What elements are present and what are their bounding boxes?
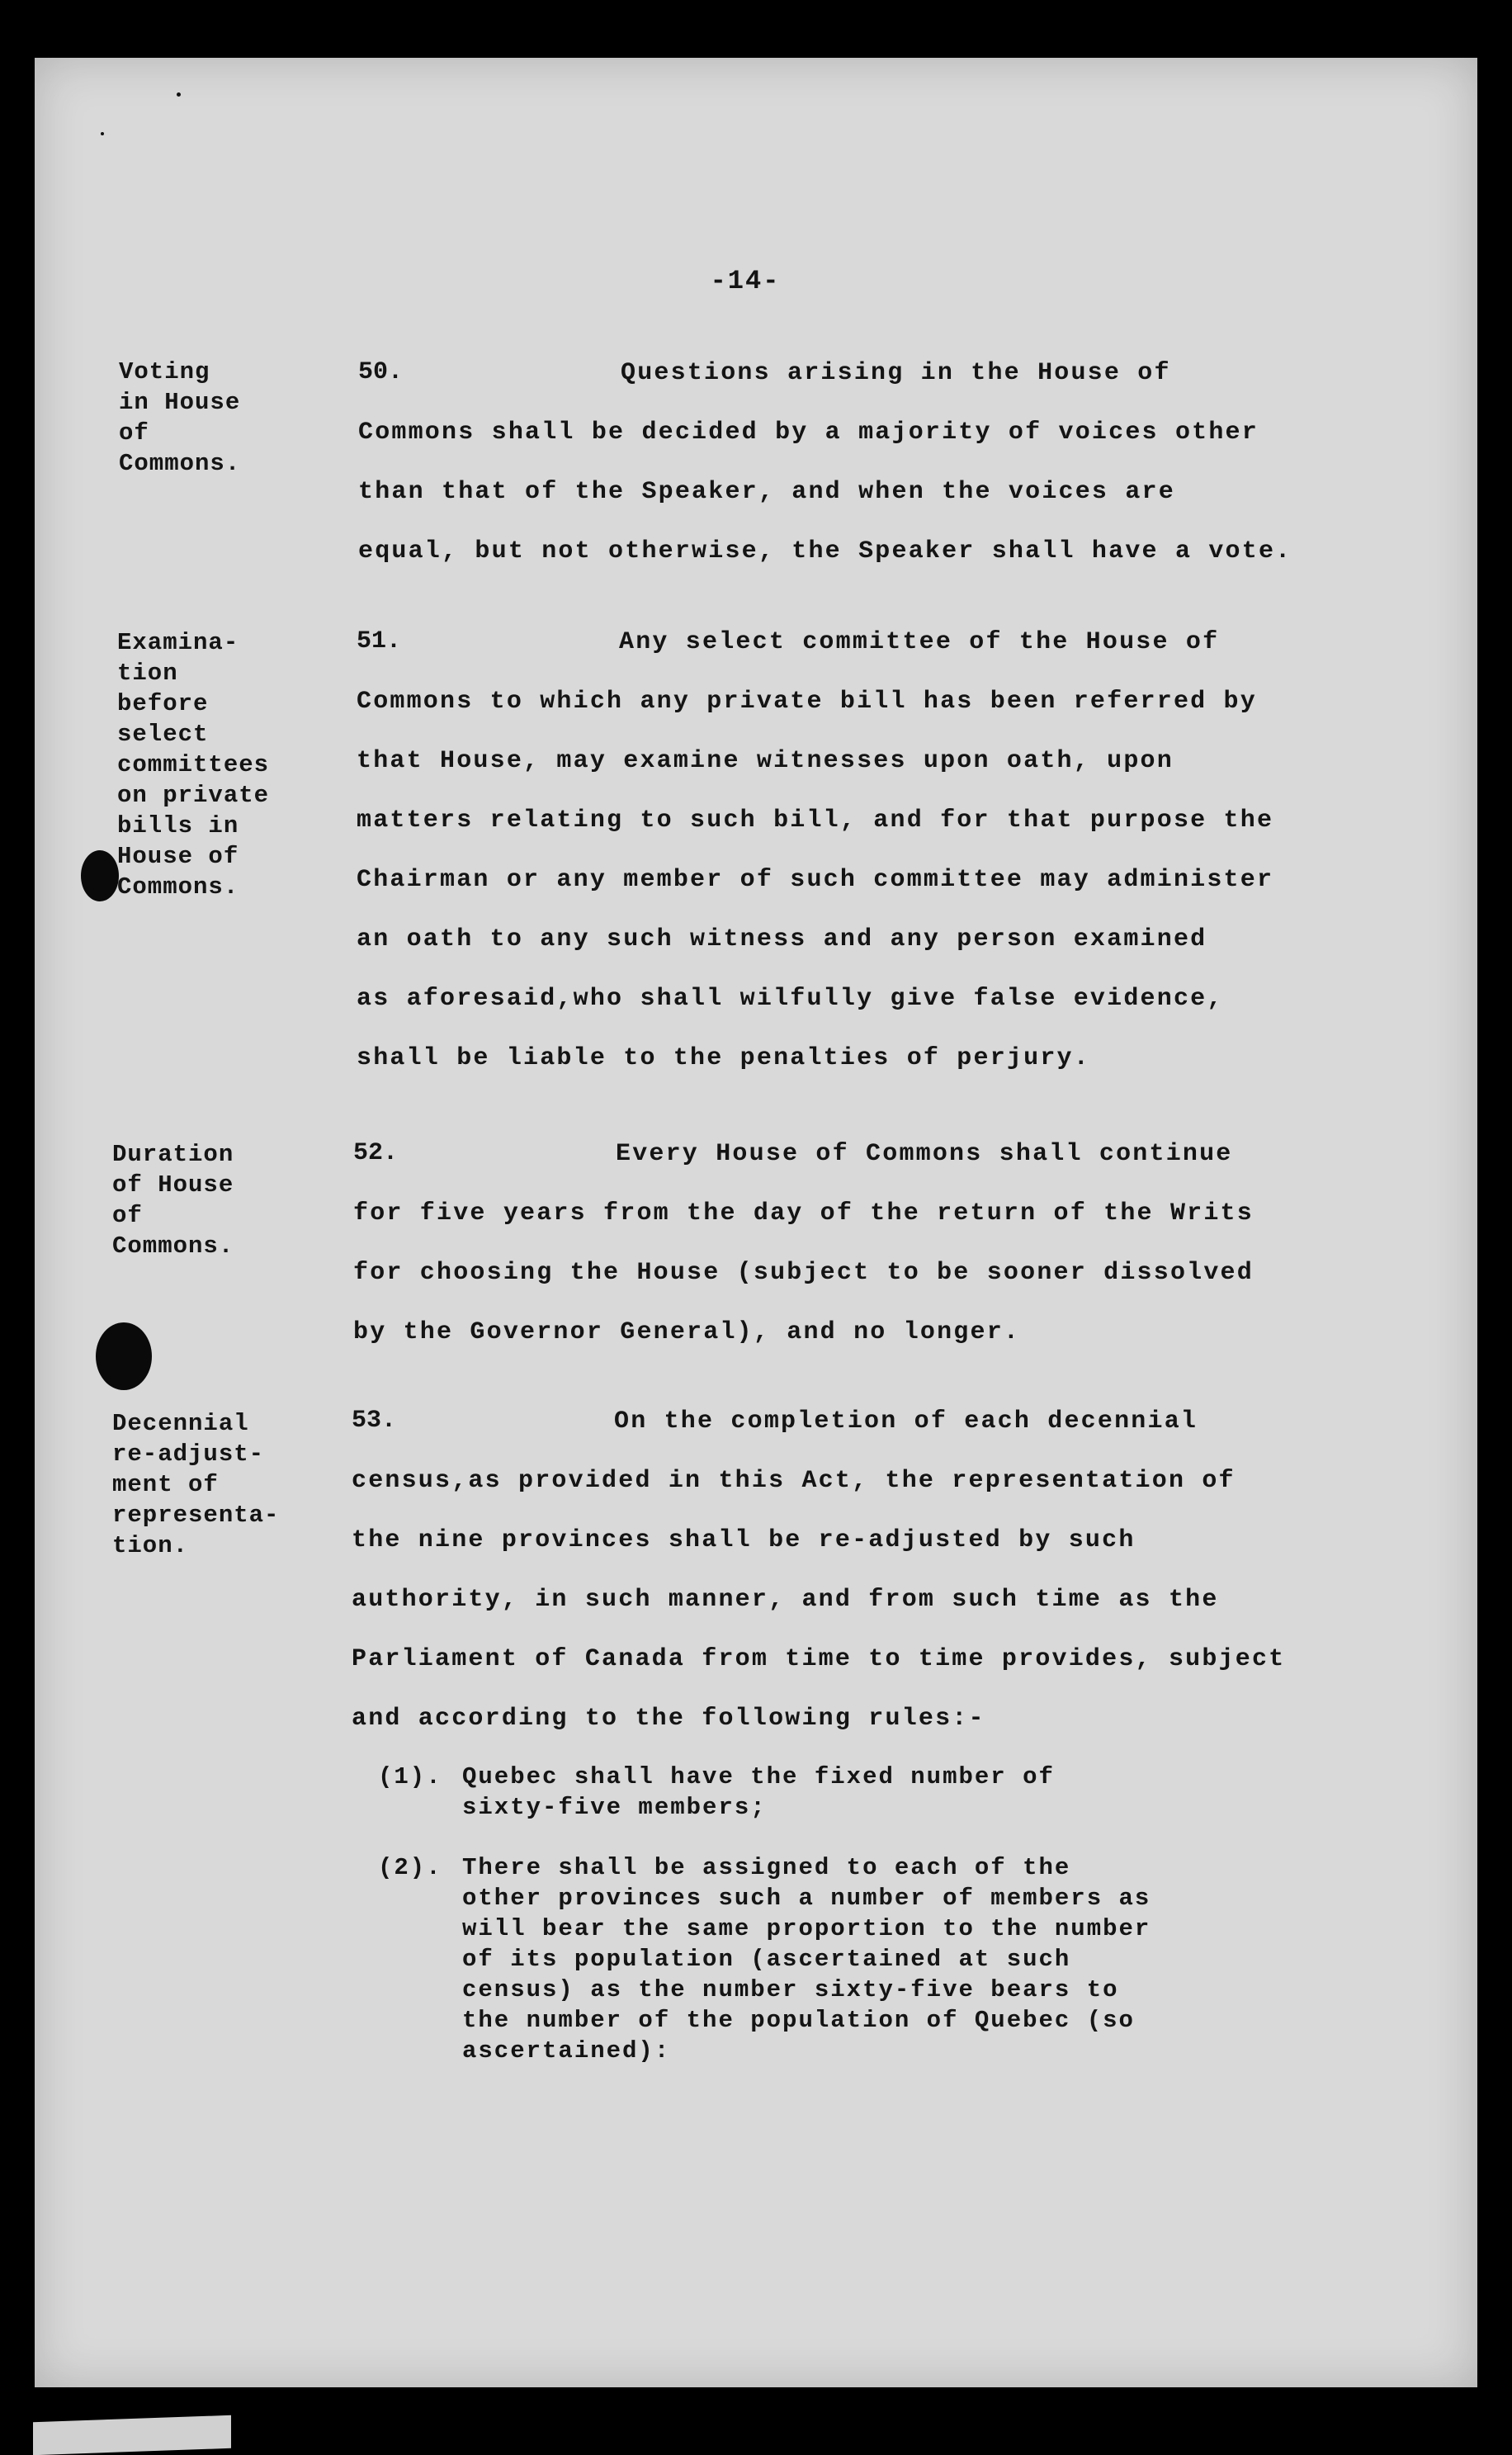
- section-50-text: [358, 343, 1448, 581]
- page-number: -14-: [710, 266, 781, 296]
- text-line: for choosing the House (subject to be sooner dissolved: [353, 1259, 1254, 1287]
- section-number-53: 53.: [352, 1407, 397, 1435]
- section-51-text: [357, 613, 1446, 1088]
- text-line: shall be liable to the penalties of perjury.: [357, 1044, 1090, 1072]
- section-53-text: [352, 1392, 1441, 1748]
- text-line: Any select committee of the House of: [619, 628, 1220, 656]
- text-line: Chairman or any member of such committee may administer: [357, 866, 1274, 894]
- rule-number: (1).: [378, 1763, 442, 1790]
- scan-speck: [101, 132, 104, 135]
- margin-note-53: Decennial re-adjust- ment of representa- tion.: [112, 1410, 280, 1559]
- rule-text: Quebec shall have the fixed number of sixty-five members;: [462, 1763, 1055, 1821]
- text-line: that House, may examine witnesses upon oath, upon: [357, 747, 1174, 775]
- text-line: Commons to which any private bill has been referred by: [357, 688, 1257, 716]
- text-line: by the Governor General), and no longer.: [353, 1318, 1021, 1346]
- text-line: On the completion of each decennial: [614, 1407, 1198, 1436]
- text-line: Parliament of Canada from time to time provides, subject: [352, 1645, 1286, 1673]
- rule-text: There shall be assigned to each of the other provinces such a number of members as will bear the same proportion to the number of its population (ascertained at such census) as the number sixty-five bears to the number of the population of Quebec (so ascertained):: [462, 1854, 1151, 2065]
- text-line: matters relating to such bill, and for that purpose the: [357, 807, 1274, 835]
- scan-speck: [177, 92, 181, 97]
- text-line: an oath to any such witness and any person examined: [357, 925, 1207, 953]
- rule-number: (2).: [378, 1854, 442, 1881]
- section-number-50: 50.: [358, 358, 404, 386]
- text-line: equal, but not otherwise, the Speaker shall have a vote.: [358, 537, 1292, 565]
- text-line: authority, in such manner, and from such time as the: [352, 1586, 1219, 1614]
- text-line: Questions arising in the House of: [621, 359, 1171, 387]
- paper-tab: [33, 2415, 231, 2455]
- text-line: than that of the Speaker, and when the voices are: [358, 478, 1175, 506]
- margin-note-51: Examina- tion before select committees on private bills in House of Commons.: [117, 629, 270, 901]
- text-line: and according to the following rules:-: [352, 1705, 985, 1733]
- section-number-51: 51.: [357, 627, 402, 655]
- ink-blot: [96, 1322, 152, 1390]
- section-number-52: 52.: [353, 1139, 399, 1167]
- text-line: Commons shall be decided by a majority of voices other: [358, 419, 1259, 447]
- text-line: census,as provided in this Act, the representation of: [352, 1467, 1236, 1495]
- text-line: as aforesaid,who shall wilfully give false evidence,: [357, 985, 1224, 1013]
- ink-blot: [81, 850, 119, 901]
- margin-note-50: Voting in House of Commons.: [119, 358, 241, 477]
- section-52-text: [353, 1124, 1443, 1362]
- margin-note-52: Duration of House of Commons.: [112, 1141, 234, 1260]
- text-line: Every House of Commons shall continue: [616, 1140, 1233, 1168]
- text-line: for five years from the day of the return of the Writs: [353, 1199, 1254, 1228]
- text-line: the nine provinces shall be re-adjusted by such: [352, 1526, 1136, 1554]
